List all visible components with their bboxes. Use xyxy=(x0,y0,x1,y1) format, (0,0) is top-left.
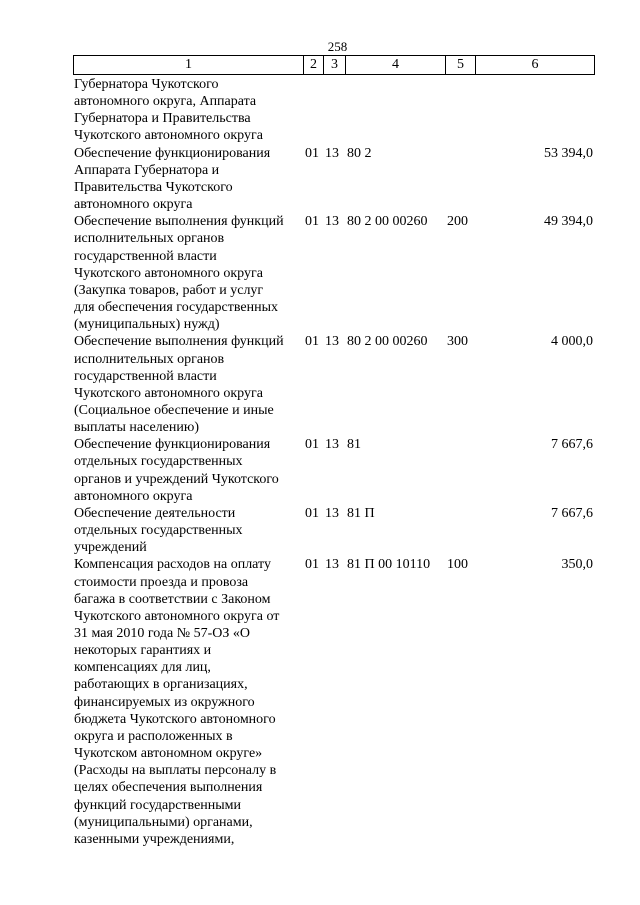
row-expense-type xyxy=(445,505,475,556)
row-target-article: 81 xyxy=(347,437,361,453)
row-razdel: 01 xyxy=(305,505,319,521)
row-amount xyxy=(475,76,595,145)
page-number: 258 xyxy=(327,39,348,54)
row-razdel: 01 xyxy=(305,557,319,573)
row-razdel: 01 xyxy=(305,145,319,161)
row-amount: 7 667,6 xyxy=(551,437,593,453)
table-header xyxy=(73,55,595,75)
row-target-article: 81 П xyxy=(347,505,375,521)
row-expense-type: 100 xyxy=(447,557,468,573)
row-expense-type xyxy=(445,436,475,505)
table-row xyxy=(73,76,595,145)
table-body xyxy=(73,75,595,848)
row-razdel: 01 xyxy=(305,334,319,350)
row-target-article xyxy=(345,76,445,145)
table-row xyxy=(73,213,595,333)
row-amount: 4 000,0 xyxy=(551,334,593,350)
row-name: Обеспечение деятельности отдельных государственных учреждений xyxy=(74,505,243,556)
row-target-article: 80 2 xyxy=(347,145,372,161)
header-col-5: 5 xyxy=(445,56,475,74)
row-target-article: 80 2 00 00260 xyxy=(347,214,428,230)
table-row xyxy=(73,436,595,505)
row-podrazdel: 13 xyxy=(325,145,339,161)
row-name: Обеспечение выполнения функций исполнительных органов государственной власти Чукотского автономного округа (Закупка товаров, работ и услуг для обеспечения государственных (муниципальных) нужд) xyxy=(74,214,284,333)
row-podrazdel: 13 xyxy=(325,334,339,350)
table-row xyxy=(73,333,595,436)
header-col-6: 6 xyxy=(475,56,595,74)
row-name: Компенсация расходов на оплату стоимости проезда и провоза багажа в соответствии с Законом Чукотского автономного округа от 31 мая 2010 года № 57-ОЗ «О некоторых гарантиях и компенсациях для лиц, работающих в организациях, финансируемых из окружного бюджета Чукотского автономного округа и расположенных в Чукотском автономном округе» (Расходы на выплаты персоналу в целях обеспечения выполнения функций государственными (муниципальными) органами, казенными учреждениями, xyxy=(74,557,280,847)
table-row xyxy=(73,145,595,214)
row-expense-type xyxy=(445,76,475,145)
table-row xyxy=(73,505,595,556)
row-name: Губернатора Чукотского автономного округа, Аппарата Губернатора и Правительства Чукотского автономного округа xyxy=(74,77,263,144)
row-expense-type: 200 xyxy=(447,214,468,230)
row-podrazdel: 13 xyxy=(325,437,339,453)
row-target-article: 80 2 00 00260 xyxy=(347,334,428,350)
row-amount: 49 394,0 xyxy=(544,214,593,230)
row-podrazdel xyxy=(323,76,345,145)
header-col-2: 2 xyxy=(303,56,323,74)
row-name: Обеспечение выполнения функций исполнительных органов государственной власти Чукотского автономного округа (Социальное обеспечение и иные выплаты населению) xyxy=(74,334,284,436)
row-razdel: 01 xyxy=(305,214,319,230)
header-col-3: 3 xyxy=(323,56,345,74)
row-expense-type: 300 xyxy=(447,334,468,350)
row-razdel: 01 xyxy=(305,437,319,453)
row-amount: 7 667,6 xyxy=(551,505,593,521)
row-podrazdel: 13 xyxy=(325,214,339,230)
row-amount: 53 394,0 xyxy=(544,145,593,161)
row-razdel xyxy=(303,76,323,145)
header-col-1: 1 xyxy=(73,56,303,74)
row-podrazdel: 13 xyxy=(325,505,339,521)
header-col-4: 4 xyxy=(345,56,445,74)
table-row xyxy=(73,556,595,848)
row-expense-type xyxy=(445,145,475,214)
row-name: Обеспечение функционирования отдельных государственных органов и учреждений Чукотского автономного округа xyxy=(74,437,279,504)
row-name: Обеспечение функционирования Аппарата Губернатора и Правительства Чукотского автономного округа xyxy=(74,145,271,213)
budget-table xyxy=(73,55,595,848)
row-amount: 350,0 xyxy=(561,557,593,573)
row-target-article: 81 П 00 10110 xyxy=(347,557,431,573)
row-podrazdel: 13 xyxy=(325,557,339,573)
